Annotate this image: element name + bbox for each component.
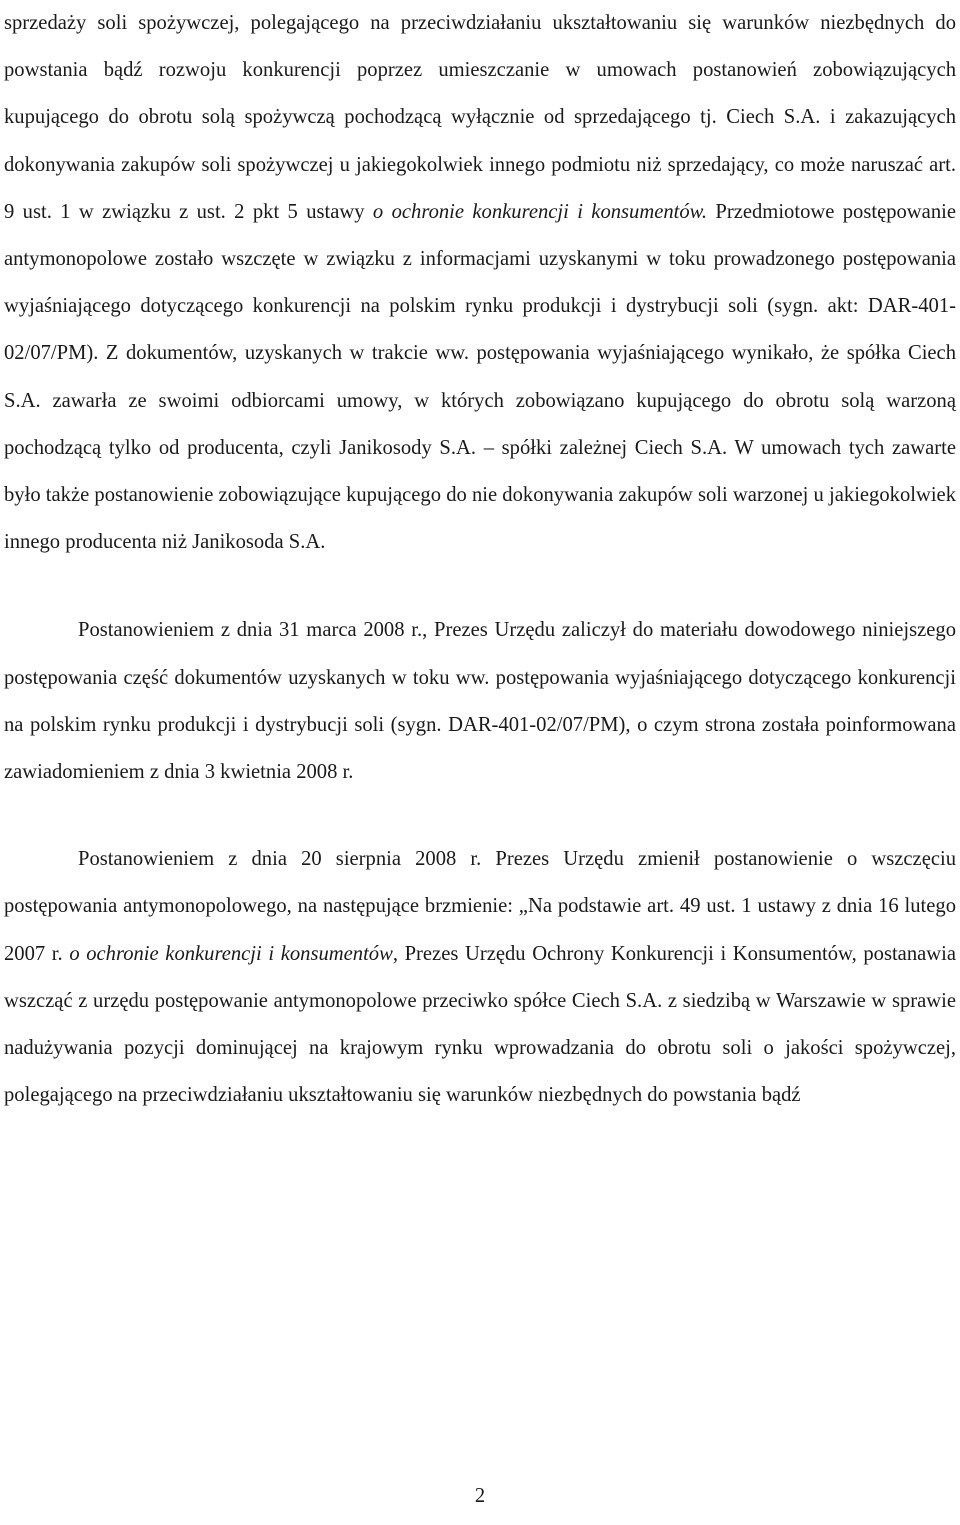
- paragraph-3-text-b: , Prezes Urzędu Ochrony Konkurencji i Konsumentów, postanawia wszcząć z urzędu postępowanie antymonopolowe przeciwko spółce Ciech S.A. z siedzibą w Warszawie w sprawie nadużywania pozycji dominującej na krajowym rynku wprowadzania do obrotu soli o jakości spożywczej, polegającego na przeciwdziałaniu ukształtowaniu się warunków niezbędnych do powstania bądź: [4, 942, 956, 1107]
- paragraph-amendment-decision: [4, 836, 956, 1119]
- paragraph-continuation: [4, 0, 956, 566]
- paragraph-2-text: Postanowieniem z dnia 31 marca 2008 r., Prezes Urzędu zaliczył do materiału dowodowego niniejszego postępowania część dokumentów uzyskanych w toku ww. postępowania wyjaśniającego dotyczącego konkurencji na polskim rynku produkcji i dystrybucji soli (sygn. DAR-401-02/07/PM), o czym strona została poinformowana zawiadomieniem z dnia 3 kwietnia 2008 r.: [4, 619, 956, 784]
- paragraph-1-text-b: Przedmiotowe postępowanie antymonopolowe zostało wszczęte w związku z informacjami uzyskanymi w toku prowadzonego postępowania wyjaśniającego dotyczącego konkurencji na polskim rynku produkcji i dystrybucji soli (sygn. akt: DAR-401-02/07/PM). Z dokumentów, uzyskanych w trakcie ww. postępowania wyjaśniającego wynikało, że spółka Ciech S.A. zawarła ze swoimi odbiorcami umowy, w których zobowiązano kupującego do obrotu solą warzoną pochodzącą tylko od producenta, czyli Janikosody S.A. – spółki zależnej Ciech S.A. W umowach tych zawarte było także postanowienie zobowiązujące kupującego do nie dokonywania zakupów soli warzonej u jakiegokolwiek innego producenta niż Janikosoda S.A.: [4, 200, 956, 554]
- paragraph-evidence-decision: [4, 607, 956, 796]
- paragraph-3-text-a: Postanowieniem z dnia 20 sierpnia 2008 r. Prezes Urzędu zmienił postanowienie o wszczęciu postępowania antymonopolowego, na następujące brzmienie: „Na podstawie art. 49 ust. 1 ustawy z dnia 16 lutego 2007 r.: [4, 848, 956, 965]
- paragraph-1-text-a: sprzedaży soli spożywczej, polegającego na przeciwdziałaniu ukształtowaniu się warunków niezbędnych do powstania bądź rozwoju konkurencji poprzez umieszczanie w umowach postanowień zobowiązujących kupującego do obrotu solą spożywczą pochodzącą wyłącznie od sprzedającego tj. Ciech S.A. i zakazujących dokonywania zakupów soli spożywczej u jakiegokolwiek innego podmiotu niż sprzedający, co może naruszać art. 9 ust. 1 w związku z ust. 2 pkt 5 ustawy: [4, 12, 956, 223]
- document-page: [4, 0, 956, 1119]
- paragraph-1-statute-title: o ochronie konkurencji i konsumentów.: [372, 200, 708, 223]
- page-number: 2: [474, 1485, 486, 1507]
- paragraph-3-statute-title: o ochronie konkurencji i konsumentów: [69, 942, 393, 965]
